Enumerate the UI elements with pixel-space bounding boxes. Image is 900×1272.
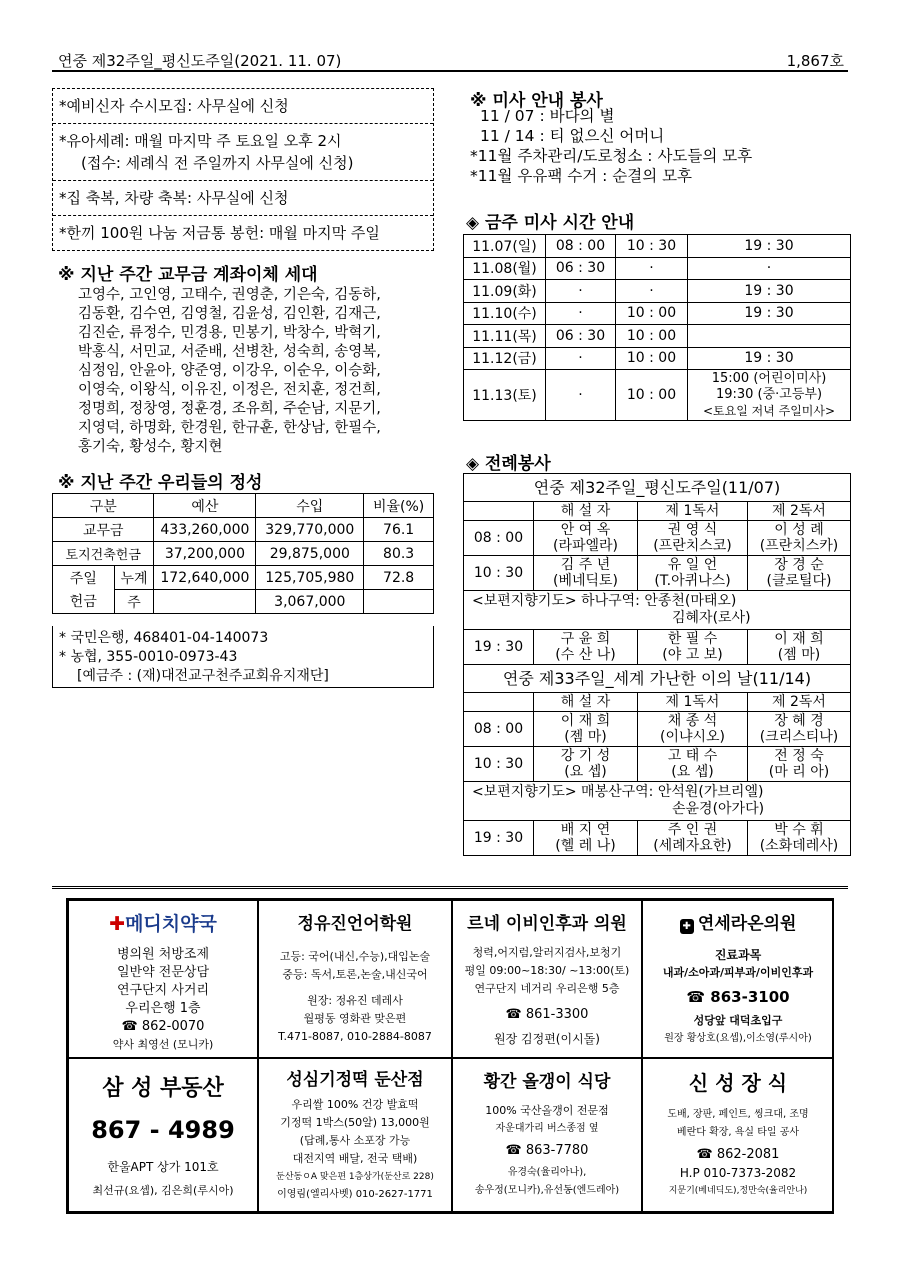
table-cell: ·	[546, 347, 616, 370]
table-cell: 교무금	[53, 518, 154, 542]
notice-item: *집 축복, 차량 축복: 사무실에 신청	[53, 181, 433, 216]
sat-mass-line: 19:30 (중·고등부)	[715, 387, 823, 402]
table-cell: 06 : 30	[546, 325, 616, 348]
table-cell	[638, 556, 748, 591]
ad-phone: ☎ 863-7780	[505, 1143, 589, 1158]
names-line: 홍기숙, 황성수, 황지현	[78, 439, 223, 455]
table-cell	[638, 712, 748, 747]
liturgy-title: ◈ 전례봉사	[466, 454, 551, 474]
table-cell: 76.1	[364, 518, 434, 542]
table-cell	[534, 630, 638, 665]
ad-line: 최선규(요셉), 김은희(루시아)	[92, 1184, 234, 1197]
table-cell	[638, 747, 748, 782]
baptismal-name: (젬 마)	[777, 647, 821, 663]
table-row	[464, 474, 851, 502]
table-row	[464, 693, 851, 712]
table-row	[464, 821, 851, 856]
ad-line: 원장: 정유진 데레사	[307, 994, 403, 1007]
table-cell: 11.10(수)	[464, 302, 546, 325]
table-cell: ·	[688, 257, 851, 280]
table-cell: 10 : 00	[616, 347, 688, 370]
table-row	[464, 257, 851, 280]
ad-ricecake	[258, 1058, 452, 1212]
baptismal-name: (프란치스카)	[759, 538, 839, 554]
table-cell: 11.07(일)	[464, 235, 546, 258]
account-holder: [예금주 : (재)대전교구천주교회유지재단]	[77, 668, 329, 684]
ad-phone: ☎ 862-0070	[121, 1019, 205, 1034]
table-cell	[748, 747, 851, 782]
transfer-title: ※ 지난 주간 교무금 계좌이체 세대	[58, 265, 318, 285]
table-cell: ·	[616, 280, 688, 303]
person-name: 장 경 순	[774, 557, 824, 573]
ad-interior	[642, 1058, 834, 1212]
names-line: 박홍식, 서민교, 서준배, 선병찬, 성숙희, 송영복,	[78, 344, 381, 360]
table-cell: 19 : 30	[688, 235, 851, 258]
notice-item: *예비신자 수시모집: 사무실에 신청	[53, 89, 433, 124]
table-cell: 주	[114, 590, 154, 614]
table-row	[464, 521, 851, 556]
cross-icon: ✚	[109, 913, 126, 935]
person-name: 안 여 옥	[560, 522, 611, 538]
sat-mass-line: 15:00 (어린이미사)	[711, 371, 827, 386]
table-header: 제 2독서	[748, 502, 851, 521]
ad-line: 지문기(베네딕도),정만숙(율리안나)	[668, 1186, 808, 1196]
table-row	[464, 591, 851, 630]
ad-raon-clinic	[642, 900, 834, 1058]
table-cell	[464, 502, 534, 521]
table-cell	[464, 693, 534, 712]
ad-title: 르네 이비인후과 의원	[467, 914, 627, 934]
table-row	[464, 280, 851, 303]
names-line: 고영수, 고인영, 고태수, 권영춘, 기은숙, 김동하,	[78, 287, 381, 303]
table-header: 제 1독서	[638, 693, 748, 712]
ad-line: 원장 김정편(이시돌)	[494, 1032, 600, 1046]
table-cell	[534, 821, 638, 856]
account-line: * 농협, 355-0010-0973-43	[59, 649, 238, 665]
notice-text: *유아세례: 매월 마지막 주 토요일 오후 2시	[59, 132, 342, 150]
sat-mass-note: <토요일 저녁 주일미사>	[702, 404, 836, 418]
table-cell: 19 : 30	[688, 302, 851, 325]
person-name: 이 재 희	[774, 631, 824, 647]
table-cell: 11.12(금)	[464, 347, 546, 370]
ad-line: 원장 황상호(요셉),이소영(루시아)	[664, 1033, 812, 1044]
prayer-cell	[464, 782, 851, 821]
table-cell	[364, 590, 434, 614]
person-name: 채 종 석	[667, 713, 718, 729]
names-line: 정명희, 정창영, 정훈경, 조유희, 주순남, 지문기,	[78, 401, 381, 417]
ad-line: 우리은행 1층	[125, 1001, 201, 1016]
raon-logo-icon: ✚	[680, 919, 694, 934]
ad-phone: 이영림(엘리사벳) 010-2627-1771	[277, 1189, 433, 1200]
person-name: 주 인 권	[667, 822, 718, 838]
notice-item	[53, 124, 433, 181]
ad-mobile: H.P 010-7373-2082	[679, 1166, 797, 1180]
issue-number: 1,867호	[786, 52, 844, 70]
table-cell	[534, 521, 638, 556]
person-name: 이 성 례	[774, 522, 824, 538]
table-cell: 11.08(월)	[464, 257, 546, 280]
table-cell: 토지건축헌금	[53, 542, 154, 566]
baptismal-name: (야 고 보)	[662, 647, 723, 663]
ad-line: 평일 09:00~18:30/ ~13:00(토)	[464, 964, 630, 977]
table-cell: 10 : 30	[464, 556, 534, 591]
table-cell: ·	[546, 302, 616, 325]
table-cell: 37,200,000	[154, 542, 256, 566]
table-cell	[638, 521, 748, 556]
mass-service-list	[470, 106, 752, 186]
table-cell: ·	[546, 280, 616, 303]
ad-line: 유경숙(율리아나),	[507, 1167, 587, 1178]
table-cell: 19 : 30	[464, 630, 534, 665]
bulletin-date: 연중 제32주일_평신도주일(2021. 11. 07)	[58, 52, 342, 70]
ad-pharmacy	[68, 900, 258, 1058]
person-name: 고 태 수	[667, 748, 718, 764]
ad-title	[643, 909, 833, 934]
mass-times-title: ◈ 금주 미사 시간 안내	[466, 213, 635, 233]
table-cell	[748, 712, 851, 747]
baptismal-name: (소화데레사)	[759, 838, 839, 854]
baptismal-name: (헬 레 나)	[555, 838, 616, 854]
prayer-cell	[464, 591, 851, 630]
prayer-line: <보편지향기도> 매봉산구역: 안석원(가브리엘)	[472, 784, 764, 800]
table-row	[53, 590, 434, 614]
person-name: 배 지 연	[560, 822, 611, 838]
baptismal-name: (이냐시오)	[659, 729, 726, 745]
table-row	[53, 566, 434, 590]
table-row	[464, 747, 851, 782]
ad-ent-clinic	[452, 900, 642, 1058]
ad-title: 성심기정떡 둔산점	[286, 1070, 424, 1090]
baptismal-name: (클로틸다)	[766, 573, 832, 589]
ad-line: 100% 국산올갱이 전문점	[485, 1104, 609, 1117]
table-cell	[688, 325, 851, 348]
ad-phone: T.471-8087, 010-2884-8087	[278, 1030, 432, 1043]
table-cell: 125,705,980	[256, 566, 364, 590]
baptismal-name: (세례자요한)	[653, 838, 732, 854]
table-header: 구분	[53, 494, 154, 518]
ad-line: 우리쌀 100% 건강 발효떡	[291, 1098, 419, 1111]
names-line: 심정임, 안윤아, 양준영, 이강우, 이순우, 이승화,	[78, 363, 381, 379]
table-cell	[638, 630, 748, 665]
ad-title-text: 연세라온의원	[697, 914, 797, 934]
table-row	[464, 556, 851, 591]
person-name: 전 정 숙	[774, 748, 824, 764]
ad-line: 내과/소아과/피부과/이비인후과	[662, 966, 814, 979]
person-name: 권 영 식	[667, 522, 718, 538]
names-line: 이영숙, 이왕식, 이유진, 이정은, 전치훈, 정건희,	[78, 382, 381, 398]
table-cell	[688, 370, 851, 421]
table-cell	[154, 590, 256, 614]
table-cell: 19 : 30	[688, 280, 851, 303]
person-name: 김 주 년	[560, 557, 611, 573]
baptismal-name: (요 셉)	[564, 764, 607, 780]
ad-title-text: 메디치약국	[125, 913, 217, 935]
page-header	[52, 48, 848, 72]
table-cell: 10 : 00	[616, 325, 688, 348]
ad-realty	[68, 1058, 258, 1212]
person-name: 구 윤 희	[560, 631, 611, 647]
table-cell: ·	[546, 370, 616, 421]
table-row	[464, 630, 851, 665]
baptismal-name: (라파엘라)	[552, 538, 619, 554]
ad-title: 황간 올갱이 식당	[483, 1072, 611, 1092]
baptismal-name: (프란치스코)	[653, 538, 732, 554]
person-name: 한 필 수	[667, 631, 718, 647]
table-row	[464, 347, 851, 370]
ad-phone: ☎ 861-3300	[505, 1007, 589, 1022]
mass-times-table	[463, 234, 851, 421]
table-header: 해 설 자	[534, 502, 638, 521]
ad-title: 정유진언어학원	[297, 914, 413, 934]
ad-phone: ☎ 862-2081	[696, 1147, 780, 1162]
table-cell: 누계	[114, 566, 154, 590]
ad-title: 삼 성 부동산	[102, 1076, 224, 1101]
table-cell: 헌금	[53, 590, 115, 614]
ad-line: 자운대가리 버스종점 옆	[495, 1123, 599, 1134]
table-row	[464, 235, 851, 258]
names-line: 김진순, 류정수, 민경용, 민봉기, 박창수, 박혁기,	[78, 325, 381, 341]
service-line: 11 / 14 : 티 없으신 어머니	[480, 127, 665, 145]
baptismal-name: (크리스티나)	[759, 729, 839, 745]
table-header: 수입	[256, 494, 364, 518]
table-cell	[534, 556, 638, 591]
ad-line: 베란다 확장, 욕실 타일 공사	[676, 1127, 800, 1138]
table-header: 비율(%)	[364, 494, 434, 518]
baptismal-name: (수 산 나)	[555, 647, 616, 663]
notice-text: (접수: 세례식 전 주일까지 사무실에 신청)	[81, 154, 354, 172]
table-cell: 11.11(목)	[464, 325, 546, 348]
mass-service-title: ※ 미사 안내 봉사	[470, 91, 603, 111]
table-cell: 172,640,000	[154, 566, 256, 590]
table-cell: 11.09(화)	[464, 280, 546, 303]
ad-line: 둔산동ㅇA 맞은편 1층상가(둔산로 228)	[276, 1172, 434, 1182]
notice-box	[52, 88, 434, 251]
baptismal-name: (T.아퀴나스)	[654, 573, 731, 589]
table-cell: 주일	[53, 566, 115, 590]
table-row	[464, 502, 851, 521]
table-cell: ·	[616, 257, 688, 280]
table-cell: 10 : 30	[464, 747, 534, 782]
prayer-line: 손윤경(아가다)	[672, 801, 765, 817]
ad-line: 연구단지 사거리	[116, 983, 210, 998]
ad-line: 고등: 국어(내신,수능),대입논술	[279, 950, 431, 963]
service-line: 11 / 07 : 바다의 별	[480, 107, 615, 125]
person-name: 박 수 휘	[774, 822, 824, 838]
baptismal-name: (마 리 아)	[768, 764, 830, 780]
transfer-names	[78, 286, 428, 457]
person-name: 이 재 희	[560, 713, 611, 729]
table-row	[464, 782, 851, 821]
account-info	[52, 626, 434, 688]
table-header: 해 설 자	[534, 693, 638, 712]
table-cell	[748, 556, 851, 591]
ad-line: 중등: 독서,토론,논술,내신국어	[282, 968, 428, 981]
person-name: 유 일 언	[667, 557, 718, 573]
table-cell: 329,770,000	[256, 518, 364, 542]
table-cell: 72.8	[364, 566, 434, 590]
table-cell: 29,875,000	[256, 542, 364, 566]
prayer-line: <보편지향기도> 하나구역: 안종천(마태오)	[472, 593, 737, 609]
week-title: 연중 제32주일_평신도주일(11/07)	[464, 474, 851, 502]
service-line: *11월 주차관리/도로청소 : 사도들의 모후	[470, 147, 753, 165]
table-cell: 06 : 30	[546, 257, 616, 280]
table-cell	[748, 630, 851, 665]
table-row	[464, 325, 851, 348]
person-name: 장 혜 경	[774, 713, 824, 729]
ad-line: 성당앞 대덕초입구	[693, 1014, 783, 1027]
ad-line: 한울APT 상가 101호	[107, 1160, 219, 1174]
table-row	[53, 494, 434, 518]
offering-table	[52, 493, 434, 614]
table-row	[53, 518, 434, 542]
ads-section	[66, 898, 834, 1214]
table-cell	[534, 747, 638, 782]
baptismal-name: (젬 마)	[564, 729, 607, 745]
table-row	[464, 370, 851, 421]
ad-phone: ☎ 863-3100	[686, 988, 790, 1006]
offering-title: ※ 지난 주간 우리들의 정성	[58, 473, 263, 493]
ad-academy	[258, 900, 452, 1058]
notice-item: *한끼 100원 나눔 저금통 봉헌: 매월 마지막 주일	[59, 224, 380, 242]
ad-line: 대전지역 배달, 전국 택배)	[292, 1152, 418, 1165]
baptismal-name: (요 셉)	[671, 764, 714, 780]
ad-phone: 867 - 4989	[91, 1116, 235, 1144]
names-line: 지영덕, 하명화, 한경원, 한규훈, 한상남, 한필수,	[78, 420, 381, 436]
ad-line: 병의원 처방조제	[116, 947, 210, 962]
table-cell	[638, 821, 748, 856]
table-cell: 08 : 00	[464, 521, 534, 556]
ad-line: 도배, 장판, 페인트, 씽크대, 조명	[667, 1109, 809, 1120]
table-cell: 10 : 30	[616, 235, 688, 258]
names-line: 김동환, 김수연, 김영철, 김윤성, 김인환, 김재근,	[78, 306, 381, 322]
ad-line: 송우정(모니카),유선동(엔드레아)	[474, 1185, 620, 1196]
table-row	[464, 665, 851, 693]
ad-restaurant	[452, 1058, 642, 1212]
table-header: 제 1독서	[638, 502, 748, 521]
table-cell: 11.13(토)	[464, 370, 546, 421]
person-name: 강 기 성	[560, 748, 611, 764]
table-row	[464, 712, 851, 747]
baptismal-name: (베네딕토)	[552, 573, 619, 589]
week-title: 연중 제33주일_세계 가난한 이의 날(11/14)	[464, 665, 851, 693]
ad-line: 청력,어지럼,알러지검사,보청기	[472, 946, 622, 959]
ad-line: 약사 최영선 (모니카)	[112, 1038, 214, 1051]
table-cell: 08 : 00	[546, 235, 616, 258]
table-cell: 80.3	[364, 542, 434, 566]
ads-separator	[52, 886, 848, 889]
table-cell: 08 : 00	[464, 712, 534, 747]
ad-line: 일반약 전문상담	[116, 965, 210, 980]
service-line: *11월 우유팩 수거 : 순결의 모후	[470, 167, 693, 185]
table-row	[464, 302, 851, 325]
table-cell: 19 : 30	[464, 821, 534, 856]
table-cell: 10 : 00	[616, 370, 688, 421]
table-cell: 19 : 30	[688, 347, 851, 370]
ad-line: 기정떡 1박스(50알) 13,000원	[280, 1116, 430, 1129]
table-header: 예산	[154, 494, 256, 518]
ad-title	[69, 909, 257, 936]
table-cell: 10 : 00	[616, 302, 688, 325]
ad-line: (답례,통사 소포장 가능	[299, 1134, 411, 1147]
table-cell	[748, 521, 851, 556]
table-row	[53, 542, 434, 566]
table-cell	[534, 712, 638, 747]
table-cell	[748, 821, 851, 856]
prayer-line: 김혜자(로사)	[672, 610, 751, 626]
liturgy-table	[463, 473, 851, 856]
account-line: * 국민은행, 468401-04-140073	[59, 630, 269, 646]
ad-line: 연구단지 네거리 우리은행 5층	[474, 982, 620, 995]
ad-line: 월평동 영화관 맞은편	[303, 1012, 407, 1025]
ad-line: 진료과목	[714, 948, 762, 962]
table-cell: 433,260,000	[154, 518, 256, 542]
ad-title: 신 성 장 식	[688, 1071, 788, 1095]
table-cell: 3,067,000	[256, 590, 364, 614]
table-header: 제 2독서	[748, 693, 851, 712]
